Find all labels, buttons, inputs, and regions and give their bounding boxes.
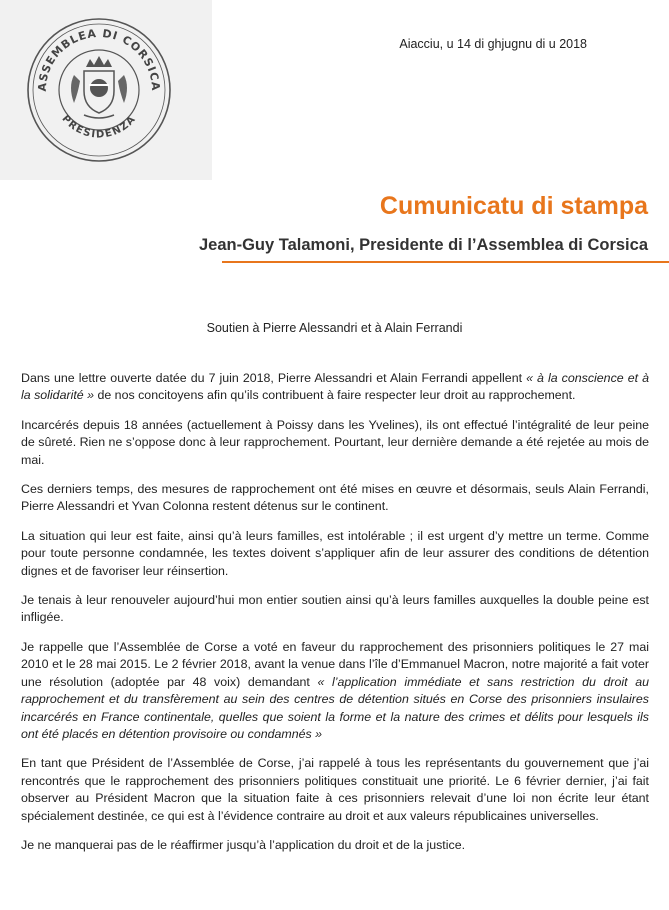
paragraph-6: Je rappelle que l’Assemblée de Corse a voté en faveur du rapprochement des prisonniers politiques le 27 mai 2010 et le 28 mai 2015. Le 2 février 2018, avant la venue dans l’île d’Emmanuel Macron, notre majorité a fait voter une résolution (adoptée par 48 voix) demandant « l’application immédiate et sans restriction du droit au rapprochement et du transfèrement au sein des centres de détention situés en Corse des prisonniers insulaires incarcérés en France continentale, quelles que soient la forme et la nature des crimes et délits pour lesquels ils ont été placés en détention provisoire ou condamnés » bbox=[21, 639, 650, 741]
crown-icon bbox=[86, 56, 112, 67]
document-heading: Soutien à Pierre Alessandri et à Alain Ferrandi bbox=[206, 321, 463, 335]
document-date: Aiacciu, u 14 di ghjugnu di u 2018 bbox=[399, 37, 587, 51]
quote-2: « l’application immédiate et sans restriction du droit au rapprochement et du transfèrement au sein des centres de détention situés en Corse des prisonniers insulaires incarcérés en France continentale, quelles que soient la forme et la nature des crimes et délits pour lesquels ils ont été placés en détention provisoire ou condamnés » bbox=[21, 674, 650, 741]
right-supporter-icon bbox=[118, 75, 127, 103]
left-supporter-icon bbox=[71, 75, 80, 103]
paragraph-4: La situation qui leur est faite, ainsi qu’à leurs familles, est intolérable ; il est urgent d’y mettre un terme. Comme pour toute personne condamnée, les textes doivent s’appliquer afin de leur assurer des conditions de détention dignes et de favoriser leur réinsertion. bbox=[21, 528, 649, 578]
document-body bbox=[21, 370, 649, 866]
assemblea-seal-logo bbox=[24, 15, 174, 165]
header-divider bbox=[222, 261, 669, 263]
seal-ring-bottom-text: PRESIDENZA bbox=[59, 113, 139, 141]
press-release-title: Cumunicatu di stampa bbox=[379, 192, 648, 220]
paragraph-7: En tant que Président de l’Assemblée de Corse, j’ai rappelé à tous les représentants du gouvernement que j’ai rencontrés que le rapprochement des prisonniers politiques constituait une priorité. Le 6 février dernier, j’ai fait observer au Président Macron que la situation faite à ces prisonniers relevait d’une loi non écrite leur étant spécialement destinée, ce qui est à l’évidence contraire au droit et aux valeurs républicaines universelles. bbox=[21, 756, 649, 823]
paragraph-8: Je ne manquerai pas de le réaffirmer jusqu’à l’application du droit et de la justice. bbox=[21, 837, 466, 852]
paragraph-1: Dans une lettre ouverte datée du 7 juin 2018, Pierre Alessandri et Alain Ferrandi appellent « à la conscience et à la solidarité » de nos concitoyens afin qu’ils contribuent à faire respecter leur droit au rapprochement. bbox=[21, 371, 649, 403]
quote-1: « à la conscience et à la solidarité » bbox=[21, 371, 649, 403]
paragraph-3: Ces derniers temps, des mesures de rapprochement ont été mises en œuvre et désormais, seuls Alain Ferrandi, Pierre Alessandri et Yvan Colonna restent détenus sur le continent. bbox=[21, 482, 649, 514]
paragraph-2: Incarcérés depuis 18 années (actuellement à Poissy dans les Yvelines), ils ont effectué l’intégralité de leur peine de sûreté. Rien ne s’oppose donc à leur rapprochement. Pourtant, leur dernière demande a été rejetée au mois de mai. bbox=[21, 417, 649, 467]
seal-ring-top-text: ASSEMBLEA DI CORSICA bbox=[35, 26, 163, 92]
paragraph-5: Je tenais à leur renouveler aujourd’hui mon entier soutien ainsi qu’à leurs familles auxquelles la double peine est infligée. bbox=[21, 593, 649, 625]
author-subtitle: Jean-Guy Talamoni, Presidente di l’Assemblea di Corsica bbox=[198, 236, 648, 254]
logo-area bbox=[0, 0, 212, 180]
